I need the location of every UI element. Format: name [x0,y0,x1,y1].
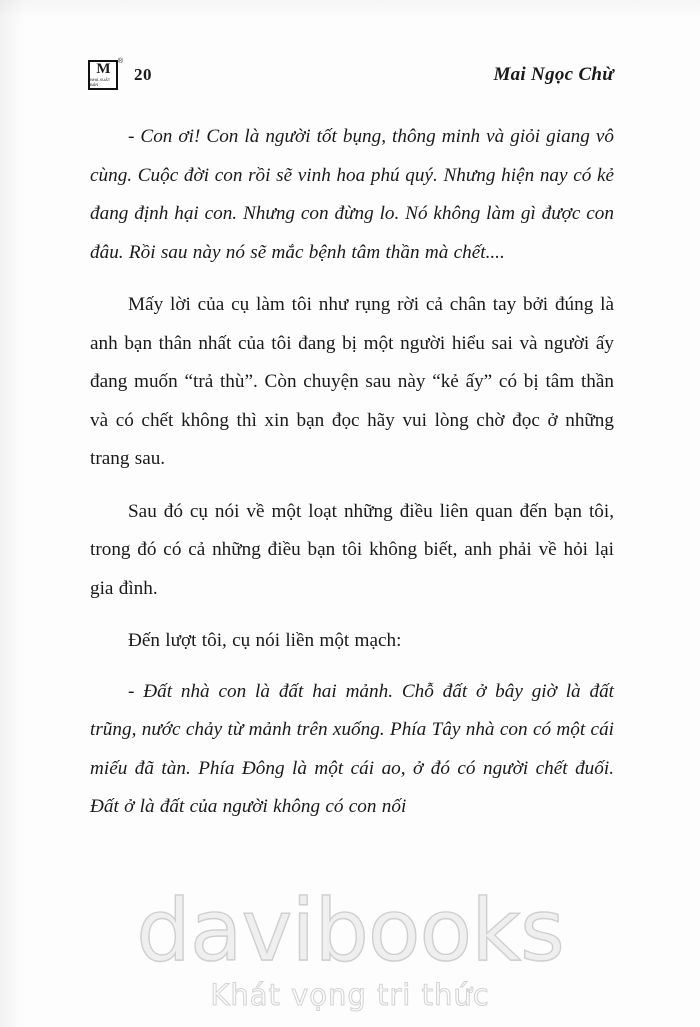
header-left-group [88,60,152,90]
scan-edge-top [0,0,700,18]
publisher-logo-mark: M [96,61,110,77]
watermark-title: davibooks [136,881,564,981]
scan-edge-left [0,0,26,1027]
running-head-author: Mai Ngọc Chừ [493,64,614,85]
registered-trademark-icon: ® [117,58,123,65]
watermark-tagline: Khát vọng tri thức [210,978,490,1012]
page-body [90,118,614,833]
page-header [88,58,614,92]
paragraph: Đến lượt tôi, cụ nói liền một mạch: [128,630,402,651]
publisher-logo-subtext: NHÀ XUẤT BẢN [90,77,111,87]
paragraph: - Con ơi! Con là người tốt bụng, thông minh và giỏi giang vô cùng. Cuộc đời con rồi sẽ vinh hoa phú quý. Nhưng hiện nay có kẻ đang định hại con. Nhưng con đừng lo. Nó không làm gì được con đâu. Rồi sau này nó sẽ mắc bệnh tâm thần mà chết.... [90,126,614,263]
watermark [0,881,700,1012]
paragraph: Sau đó cụ nói về một loạt những điều liên quan đến bạn tôi, trong đó có cả những điều bạn tôi không biết, anh phải về hỏi lại gia đình. [90,500,614,599]
paragraph: - Đất nhà con là đất hai mảnh. Chỗ đất ở bây giờ là đất trũng, nước chảy từ mảnh trên xuống. Phía Tây nhà con có một cái miếu đã tàn. Phía Đông là một cái ao, ở đó có người chết đuối. Đất ở là đất của người không có con nối [90,680,614,817]
page-number: 20 [134,65,152,84]
publisher-logo [88,58,123,90]
paragraph: Mấy lời của cụ làm tôi như rụng rời cả chân tay bởi đúng là anh bạn thân nhất của tôi đang bị một người hiểu sai và người ấy đang muốn “trả thù”. Còn chuyện sau này “kẻ ấy” có bị tâm thần và có chết không thì xin bạn đọc hãy vui lòng chờ đọc ở những trang sau. [90,294,614,469]
